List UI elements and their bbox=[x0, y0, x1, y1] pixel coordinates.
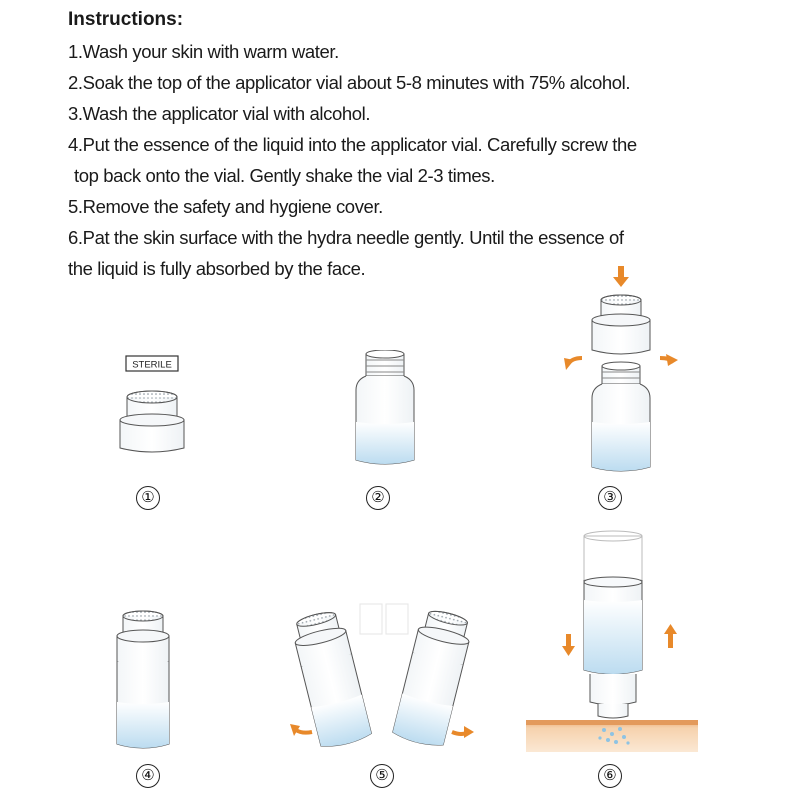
down-arrow-icon bbox=[562, 634, 575, 656]
steps-list bbox=[68, 36, 768, 284]
step-1 bbox=[68, 36, 768, 67]
step-5-line-1: 5.Remove the safety and hygiene cover. bbox=[68, 196, 383, 217]
step-3 bbox=[68, 98, 768, 129]
step-number-1: ① bbox=[136, 486, 160, 510]
step-number-3: ③ bbox=[598, 486, 622, 510]
step-5 bbox=[68, 191, 768, 222]
step-4-line-2: top back onto the vial. Gently shake the vial 2-3 times. bbox=[74, 165, 495, 186]
shake-arrow-right-icon bbox=[452, 726, 474, 738]
rotate-arrow-right-icon bbox=[660, 354, 678, 366]
liquid bbox=[356, 422, 414, 464]
figure-3-screw-cap bbox=[560, 262, 690, 477]
step-number-2: ② bbox=[366, 486, 390, 510]
figure-1-sterile-head bbox=[110, 352, 200, 462]
figure-2-vial bbox=[350, 350, 420, 470]
step-number-6: ⑥ bbox=[598, 764, 622, 788]
figure-6-pat-skin bbox=[524, 530, 700, 754]
sterile-label-text: STERILE bbox=[132, 359, 172, 371]
step-2-line-1: 2.Soak the top of the applicator vial about 5-8 minutes with 75% alcohol. bbox=[68, 72, 631, 93]
step-6-line-2: the liquid is fully absorbed by the face. bbox=[68, 258, 366, 279]
shake-arrow-left-icon bbox=[290, 724, 312, 736]
figure-4-assembled-vial bbox=[103, 602, 183, 754]
instructions-title: Instructions: bbox=[68, 9, 184, 30]
step-4-line-1: 4.Put the essence of the liquid into the applicator vial. Carefully screw the bbox=[68, 134, 637, 155]
figure-5-shake bbox=[282, 594, 482, 759]
step-1-line-1: 1.Wash your skin with warm water. bbox=[68, 41, 339, 62]
step-4 bbox=[68, 129, 768, 191]
rotate-arrow-left-icon bbox=[564, 358, 582, 370]
step-2 bbox=[68, 67, 768, 98]
step-3-line-1: 3.Wash the applicator vial with alcohol. bbox=[68, 103, 371, 124]
step-number-4: ④ bbox=[136, 764, 160, 788]
step-number-5: ⑤ bbox=[370, 764, 394, 788]
down-arrow-icon bbox=[613, 266, 629, 287]
up-arrow-icon bbox=[664, 624, 677, 648]
step-6-line-1: 6.Pat the skin surface with the hydra needle gently. Until the essence of bbox=[68, 227, 624, 248]
instructions-block bbox=[68, 6, 768, 284]
